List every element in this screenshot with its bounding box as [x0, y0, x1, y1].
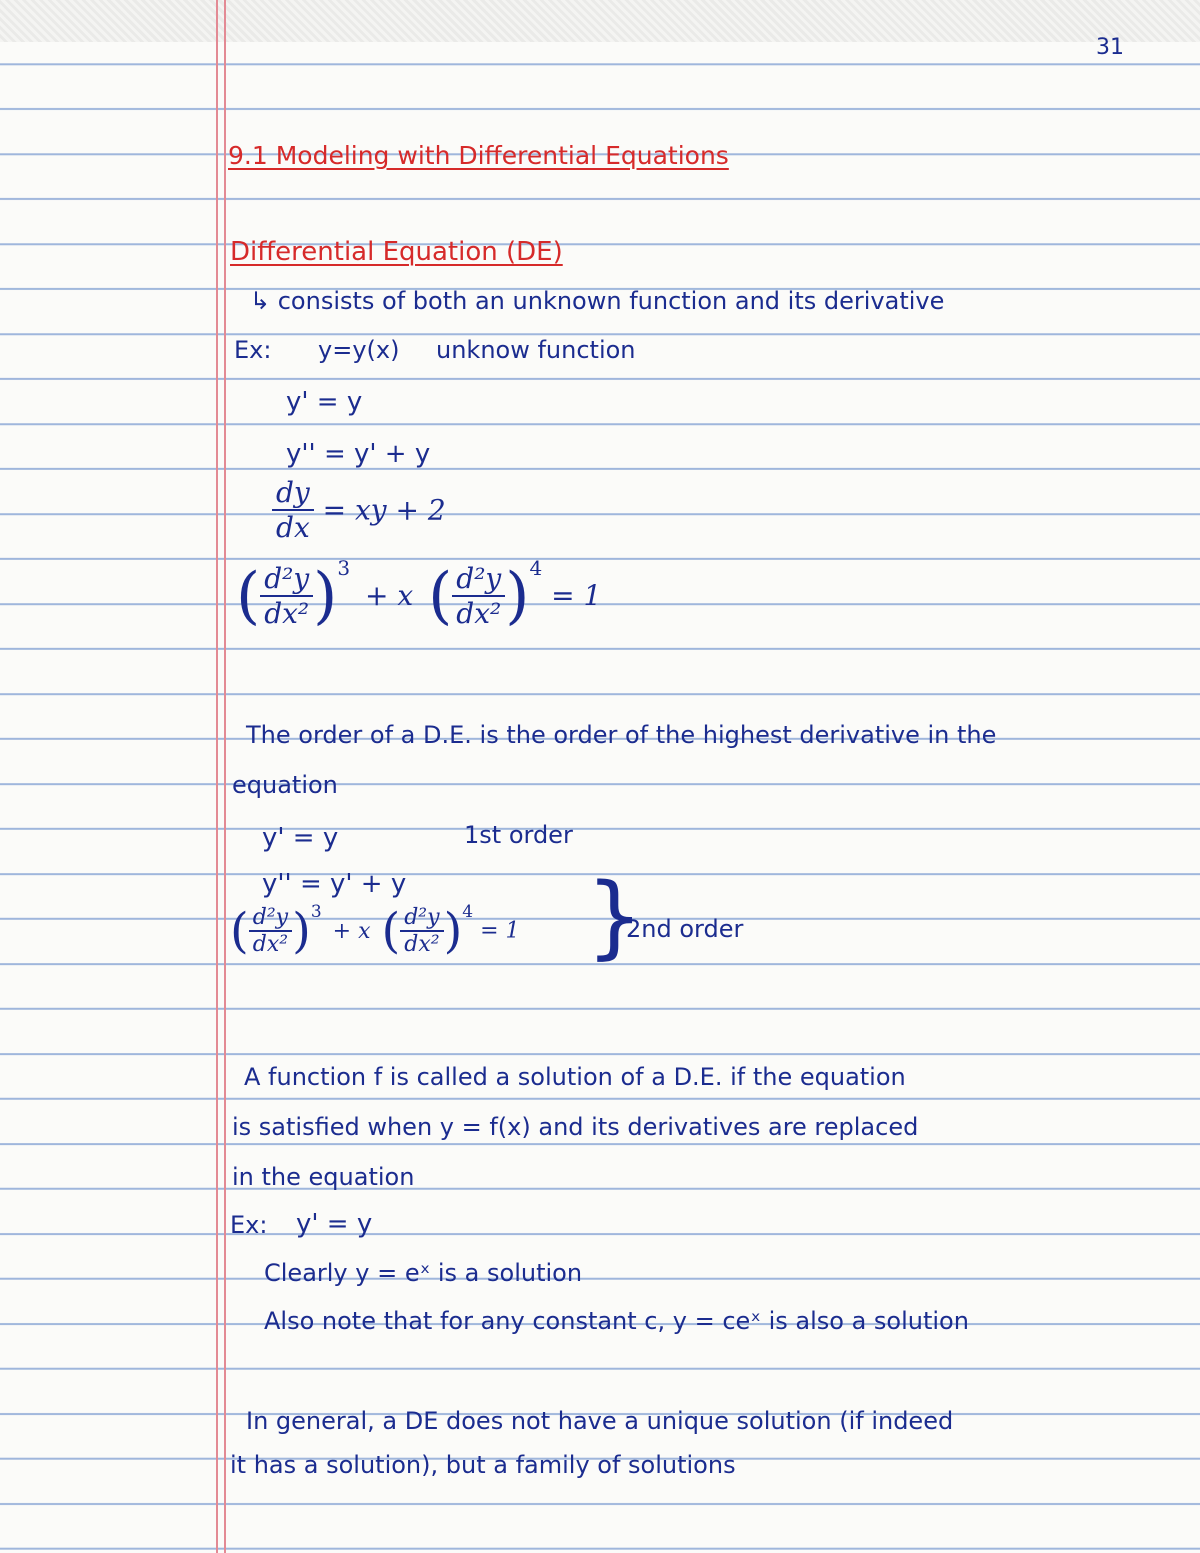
example-eq3-numerator: dy	[272, 476, 314, 511]
example-eq4-denominator-b: dx²	[456, 596, 502, 630]
example-eq4-rhs: = 1	[551, 579, 602, 612]
example-eq3-rhs: = xy + 2	[322, 493, 446, 527]
solution-definition-line1: A function f is called a solution of a D.E. if the equation	[244, 1063, 906, 1091]
example-eq4-denominator-a: dx²	[264, 596, 310, 630]
margin-line-left	[216, 0, 218, 1553]
order-label-second: 2nd order	[626, 915, 744, 943]
solution-example-equation: y' = y	[296, 1209, 373, 1239]
order-eq3-rhs: = 1	[480, 918, 520, 944]
page-number: 31	[1096, 35, 1124, 60]
general-note-line1: In general, a DE does not have a unique solution (if indeed	[246, 1407, 954, 1435]
solution-example-label: Ex:	[230, 1211, 268, 1239]
example-eq3-denominator: dx	[276, 511, 310, 544]
order-label-first: 1st order	[464, 821, 573, 849]
example-function-note: unknow function	[436, 336, 636, 364]
example-eq4-exponent-b: 4	[529, 556, 543, 580]
example-eq4-numerator-a: d²y	[260, 562, 313, 597]
order-eq3-denominator-b: dx²	[404, 932, 440, 957]
order-example-eq2: y'' = y' + y	[262, 869, 407, 899]
order-example-eq3: ( $\frac{\text{d²y}}{\text{dx²}}$ )$^3$ + x ( $\frac{\text{d²y}}{\text{dx²}}$ )$^4$ = 1	[230, 902, 520, 959]
order-definition-line1: The order of a D.E. is the order of the highest derivative in the	[246, 721, 997, 749]
example-eq3-fraction	[272, 476, 314, 544]
example-label: Ex:	[234, 336, 272, 364]
brace-bracket: }	[586, 864, 644, 969]
order-eq3-plus: + x	[332, 918, 371, 944]
example-eq4-plus: + x	[365, 579, 414, 612]
definition-line: ↳ consists of both an unknown function and its derivative	[250, 287, 945, 315]
section-title: 9.1 Modeling with Differential Equations	[228, 141, 729, 170]
example-eq4: ( $\frac{\text{d²y}}{\text{dx²}}$ )$^3$ + x ( $\frac{\text{d²y}}{\text{dx²}}$ )$^4$ = 1	[236, 556, 602, 632]
order-eq3-denominator-a: dx²	[252, 932, 289, 957]
order-eq3-numerator-a: d²y	[249, 905, 292, 932]
order-example-eq1: y' = y	[262, 823, 339, 853]
order-eq3-exponent-a: 3	[310, 902, 322, 922]
margin-line-right	[224, 0, 226, 1553]
order-eq3-numerator-b: d²y	[400, 905, 443, 932]
example-eq1: y' = y	[286, 387, 363, 417]
heading-differential-equation: Differential Equation (DE)	[230, 237, 563, 267]
solution-definition-line2: is satisfied when y = f(x) and its derivatives are replaced	[232, 1113, 919, 1141]
example-function: y=y(x)	[318, 336, 400, 364]
order-eq3-exponent-b: 4	[462, 902, 474, 922]
example-eq4-numerator-b: d²y	[452, 562, 505, 597]
torn-paper-edge	[0, 0, 1200, 42]
example-eq2: y'' = y' + y	[286, 439, 431, 469]
solution-definition-line3: in the equation	[232, 1163, 415, 1191]
example-eq4-exponent-a: 3	[337, 556, 351, 580]
solution-example-line2: Also note that for any constant c, y = ceˣ is also a solution	[264, 1307, 969, 1335]
order-definition-line2: equation	[232, 771, 338, 799]
example-eq3	[272, 476, 446, 544]
solution-example-line1: Clearly y = eˣ is a solution	[264, 1259, 583, 1287]
general-note-line2: it has a solution), but a family of solutions	[230, 1451, 736, 1479]
